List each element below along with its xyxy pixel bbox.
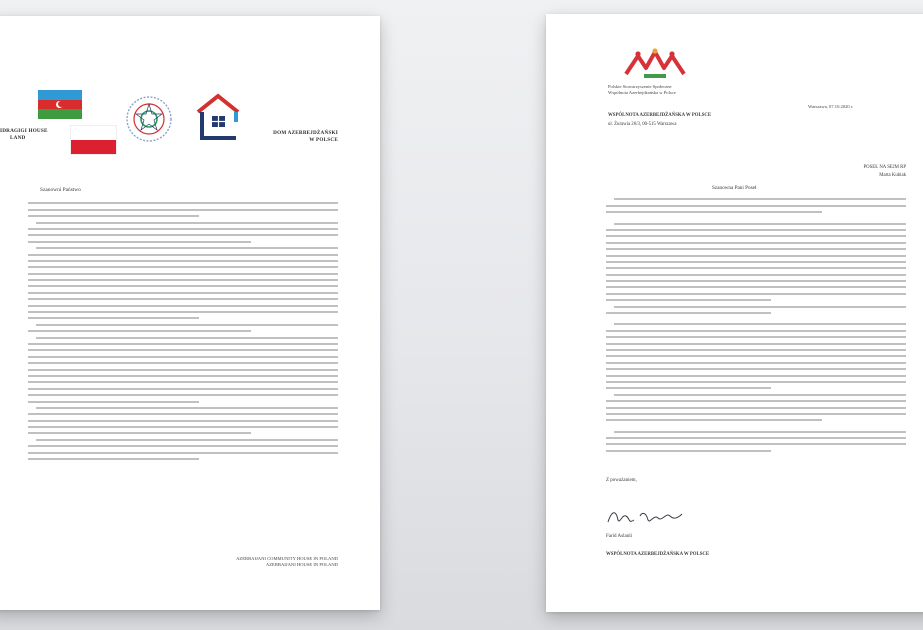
signature-image: [606, 506, 684, 528]
right-signature-name: Farid Aslanli: [606, 534, 632, 539]
left-footer-line2: AZERBAIJANI HOUSE IN POLAND: [265, 562, 338, 568]
azerbaijan-flag: [38, 90, 82, 119]
right-footer-org: WSPÓLNOTA AZERBEJDŻAŃSKA W POLSCE: [606, 552, 710, 557]
right-sender-name: WSPÓLNOTA AZERBEJDŻAŃSKA W POLSCE: [608, 113, 712, 118]
left-footer-line1: AZERBAIJANI COMMUNITY HOUSE IN POLAND: [236, 556, 338, 561]
header-right-text: [258, 130, 338, 144]
right-recipient: [806, 164, 906, 180]
right-recipient-title: POSEŁ NA SEJM RP: [863, 165, 906, 170]
left-letter-page: [0, 16, 380, 610]
emblem-logo: [124, 94, 174, 144]
right-body-text: [606, 194, 906, 452]
left-salutation: Szanowni Państwo: [40, 187, 81, 193]
right-org-line1: Polskie Stowarzyszenie Społeczne: [608, 84, 672, 89]
right-sender-address: ul. Żurawia 26/3, 00-515 Warszawa: [608, 122, 677, 127]
header-left-line2: LAND: [10, 135, 26, 141]
right-date: Warszawa, 07.10.2020 r.: [808, 104, 854, 109]
header-right-line1: DOM AZERBEJDŻAŃSKI: [273, 130, 338, 136]
right-org-logo: [622, 48, 688, 82]
right-closing: Z poważaniem,: [606, 478, 637, 483]
right-org-line2: Wspólnota Azerbejdżańska w Polsce: [608, 89, 676, 95]
header-left-text: [0, 128, 48, 142]
right-salutation: Szanowna Pani Poseł: [712, 185, 757, 191]
house-logo: [192, 90, 244, 144]
right-letter-page: [546, 14, 923, 612]
left-body-text: [28, 198, 338, 460]
header-left-line1: IDRAGIGI HOUSE: [0, 128, 48, 134]
header-right-line2: W POLSCE: [309, 137, 338, 143]
poland-flag: [71, 126, 116, 154]
left-footer: [138, 556, 338, 569]
right-org-name: [608, 84, 718, 95]
right-recipient-name: Marta Kubiak: [879, 173, 906, 178]
